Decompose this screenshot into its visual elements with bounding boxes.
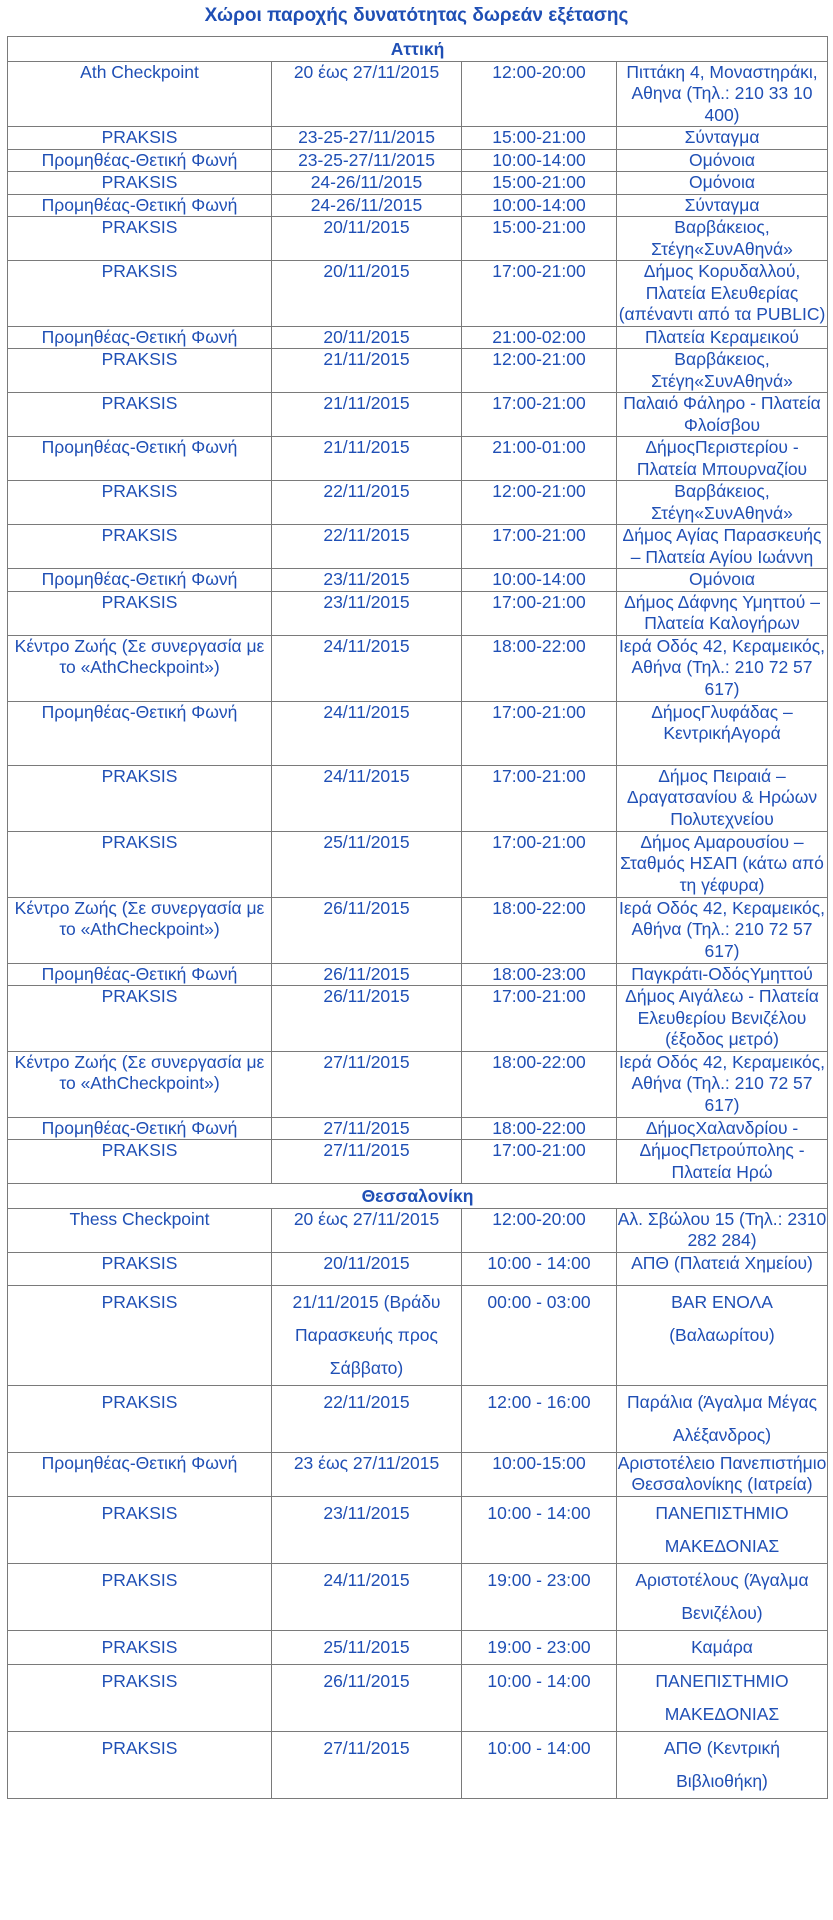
- date-cell: 24/11/2015: [272, 701, 462, 765]
- table-body: [8, 37, 828, 1799]
- location-cell: ΠΑΝΕΠΙΣΤΗΜΙΟ ΜΑΚΕΔΟΝΙΑΣ: [617, 1664, 828, 1731]
- date-cell: 26/11/2015: [272, 1664, 462, 1731]
- location-cell: Ομόνοια: [617, 149, 828, 172]
- location-cell: ΔήμοςΠεριστερίου - Πλατεία Μπουρναζίου: [617, 437, 828, 481]
- time-cell: 18:00-22:00: [462, 1117, 617, 1140]
- location-cell: Βαρβάκειος, Στέγη«ΣυνΑθηνά»: [617, 481, 828, 525]
- time-cell: 18:00-22:00: [462, 1051, 617, 1117]
- date-cell: 20/11/2015: [272, 261, 462, 327]
- time-cell: 21:00-01:00: [462, 437, 617, 481]
- table-row: [8, 1731, 828, 1798]
- organization-cell: PRAKSIS: [8, 1252, 272, 1285]
- organization-cell: PRAKSIS: [8, 831, 272, 897]
- date-cell: 21/11/2015: [272, 437, 462, 481]
- location-cell: ΑΠΘ (Πλατειά Χημείου): [617, 1252, 828, 1285]
- time-cell: 17:00-21:00: [462, 1140, 617, 1184]
- location-cell: Παλαιό Φάληρο - Πλατεία Φλοίσβου: [617, 393, 828, 437]
- section-title: Θεσσαλονίκη: [8, 1184, 828, 1209]
- location-cell: Ομόνοια: [617, 172, 828, 195]
- location-cell: ΔήμοςΧαλανδρίου -: [617, 1117, 828, 1140]
- section-title: Αττική: [8, 37, 828, 62]
- table-row: [8, 1208, 828, 1252]
- organization-cell: Προμηθέας-Θετική Φωνή: [8, 326, 272, 349]
- time-cell: 17:00-21:00: [462, 525, 617, 569]
- table-row: [8, 217, 828, 261]
- date-cell: 21/11/2015: [272, 349, 462, 393]
- organization-cell: PRAKSIS: [8, 525, 272, 569]
- time-cell: 21:00-02:00: [462, 326, 617, 349]
- date-cell: 23-25-27/11/2015: [272, 127, 462, 150]
- page-title: Χώροι παροχής δυνατότητας δωρεάν εξέτασης: [204, 5, 629, 26]
- table-row: [8, 1385, 828, 1452]
- table-row: [8, 61, 828, 127]
- table-row: [8, 1252, 828, 1285]
- organization-cell: PRAKSIS: [8, 393, 272, 437]
- table-row: [8, 701, 828, 765]
- date-cell: 27/11/2015: [272, 1731, 462, 1798]
- table-row: [8, 569, 828, 592]
- table-row: [8, 149, 828, 172]
- table-row: [8, 1630, 828, 1664]
- organization-cell: PRAKSIS: [8, 127, 272, 150]
- time-cell: 12:00 - 16:00: [462, 1385, 617, 1452]
- date-cell: 24/11/2015: [272, 765, 462, 831]
- table-row: [8, 1664, 828, 1731]
- organization-cell: PRAKSIS: [8, 591, 272, 635]
- time-cell: 12:00-21:00: [462, 349, 617, 393]
- time-cell: 17:00-21:00: [462, 701, 617, 765]
- date-cell: 22/11/2015: [272, 525, 462, 569]
- location-cell: ΑΠΘ (Κεντρική Βιβλιοθήκη): [617, 1731, 828, 1798]
- table-row: [8, 194, 828, 217]
- location-cell: Αριστοτέλους (Άγαλμα Βενιζέλου): [617, 1563, 828, 1630]
- date-cell: 22/11/2015: [272, 481, 462, 525]
- table-row: [8, 635, 828, 701]
- organization-cell: Κέντρο Ζωής (Σε συνεργασία με το «AthCheckpoint»): [8, 897, 272, 963]
- location-cell: Δήμος Δάφνης Υμηττού – Πλατεία Καλογήρων: [617, 591, 828, 635]
- organization-cell: Κέντρο Ζωής (Σε συνεργασία με το «AthCheckpoint»): [8, 635, 272, 701]
- time-cell: 15:00-21:00: [462, 127, 617, 150]
- time-cell: 18:00-22:00: [462, 635, 617, 701]
- location-cell: Παγκράτι-ΟδόςΥμηττού: [617, 963, 828, 986]
- time-cell: 18:00-23:00: [462, 963, 617, 986]
- organization-cell: PRAKSIS: [8, 1630, 272, 1664]
- location-cell: Δήμος Αγίας Παρασκευής – Πλατεία Αγίου Ιωάννη: [617, 525, 828, 569]
- organization-cell: PRAKSIS: [8, 261, 272, 327]
- date-cell: 24/11/2015: [272, 1563, 462, 1630]
- table-row: [8, 326, 828, 349]
- organization-cell: PRAKSIS: [8, 986, 272, 1052]
- section-header-row: [8, 1184, 828, 1209]
- time-cell: 15:00-21:00: [462, 217, 617, 261]
- table-row: [8, 349, 828, 393]
- time-cell: 12:00-20:00: [462, 1208, 617, 1252]
- table-row: [8, 1563, 828, 1630]
- organization-cell: PRAKSIS: [8, 1563, 272, 1630]
- organization-cell: Προμηθέας-Θετική Φωνή: [8, 701, 272, 765]
- date-cell: 20/11/2015: [272, 217, 462, 261]
- time-cell: 10:00-15:00: [462, 1452, 617, 1496]
- location-cell: Πλατεία Κεραμεικού: [617, 326, 828, 349]
- time-cell: 17:00-21:00: [462, 261, 617, 327]
- location-cell: Δήμος Πειραιά – Δραγατσανίου & Ηρώων Πολυτεχνείου: [617, 765, 828, 831]
- organization-cell: PRAKSIS: [8, 1731, 272, 1798]
- section-header-row: [8, 37, 828, 62]
- table-row: [8, 1452, 828, 1496]
- organization-cell: Προμηθέας-Θετική Φωνή: [8, 963, 272, 986]
- organization-cell: Ath Checkpoint: [8, 61, 272, 127]
- time-cell: 17:00-21:00: [462, 393, 617, 437]
- location-cell: Δήμος Αιγάλεω - Πλατεία Ελευθερίου Βενιζέλου (έξοδος μετρό): [617, 986, 828, 1052]
- organization-cell: PRAKSIS: [8, 217, 272, 261]
- time-cell: 10:00 - 14:00: [462, 1496, 617, 1563]
- organization-cell: Thess Checkpoint: [8, 1208, 272, 1252]
- date-cell: 22/11/2015: [272, 1385, 462, 1452]
- date-cell: 23/11/2015: [272, 591, 462, 635]
- table-row: [8, 127, 828, 150]
- date-cell: 27/11/2015: [272, 1140, 462, 1184]
- time-cell: 18:00-22:00: [462, 897, 617, 963]
- table-row: [8, 481, 828, 525]
- location-cell: Ιερά Οδός 42, Κεραμεικός, Αθήνα (Τηλ.: 210 72 57 617): [617, 1051, 828, 1117]
- table-row: [8, 1051, 828, 1117]
- time-cell: 17:00-21:00: [462, 591, 617, 635]
- time-cell: 19:00 - 23:00: [462, 1563, 617, 1630]
- time-cell: 10:00-14:00: [462, 194, 617, 217]
- table-row: [8, 986, 828, 1052]
- table-row: [8, 393, 828, 437]
- location-cell: Αλ. Σβώλου 15 (Τηλ.: 2310 282 284): [617, 1208, 827, 1250]
- organization-cell: PRAKSIS: [8, 481, 272, 525]
- date-cell: 24-26/11/2015: [272, 194, 462, 217]
- organization-cell: Προμηθέας-Θετική Φωνή: [8, 1452, 272, 1496]
- date-cell: 27/11/2015: [272, 1051, 462, 1117]
- date-cell: 26/11/2015: [272, 986, 462, 1052]
- location-cell: ΔήμοςΠετρούπολης - Πλατεία Ηρώ: [617, 1140, 828, 1184]
- location-cell: Βαρβάκειος, Στέγη«ΣυνΑθηνά»: [617, 349, 828, 393]
- location-cell: Παράλια (Άγαλμα Μέγας Αλέξανδρος): [617, 1385, 828, 1452]
- location-cell: Πιττάκη 4, Μοναστηράκι, Αθηνα (Τηλ.: 210 33 10 400): [617, 61, 828, 127]
- date-cell: 25/11/2015: [272, 1630, 462, 1664]
- time-cell: 17:00-21:00: [462, 986, 617, 1052]
- table-row: [8, 831, 828, 897]
- organization-cell: PRAKSIS: [8, 1285, 272, 1385]
- organization-cell: PRAKSIS: [8, 1496, 272, 1563]
- organization-cell: Προμηθέας-Θετική Φωνή: [8, 149, 272, 172]
- organization-cell: PRAKSIS: [8, 1140, 272, 1184]
- date-cell: 25/11/2015: [272, 831, 462, 897]
- date-cell: 20 έως 27/11/2015: [272, 1208, 462, 1252]
- time-cell: 10:00 - 14:00: [462, 1664, 617, 1731]
- date-cell: 26/11/2015: [272, 897, 462, 963]
- date-cell: 24-26/11/2015: [272, 172, 462, 195]
- organization-cell: PRAKSIS: [8, 349, 272, 393]
- date-cell: 27/11/2015: [272, 1117, 462, 1140]
- date-cell: 23 έως 27/11/2015: [272, 1452, 462, 1496]
- date-cell: 23-25-27/11/2015: [272, 149, 462, 172]
- organization-cell: PRAKSIS: [8, 172, 272, 195]
- table-row: [8, 963, 828, 986]
- location-cell: Σύνταγμα: [617, 127, 828, 150]
- date-cell: 26/11/2015: [272, 963, 462, 986]
- organization-cell: Προμηθέας-Θετική Φωνή: [8, 1117, 272, 1140]
- time-cell: 19:00 - 23:00: [462, 1630, 617, 1664]
- location-cell: Ομόνοια: [617, 569, 828, 592]
- organization-cell: Προμηθέας-Θετική Φωνή: [8, 437, 272, 481]
- organization-cell: Προμηθέας-Θετική Φωνή: [8, 194, 272, 217]
- testing-locations-table: [7, 36, 828, 1799]
- time-cell: 00:00 - 03:00: [462, 1285, 617, 1385]
- time-cell: 10:00 - 14:00: [462, 1252, 617, 1285]
- location-cell: BAR ΕΝΟΛΑ (Βαλαωρίτου): [617, 1285, 828, 1385]
- location-cell: Ιερά Οδός 42, Κεραμεικός, Αθήνα (Τηλ.: 210 72 57 617): [617, 635, 828, 701]
- time-cell: 10:00 - 14:00: [462, 1731, 617, 1798]
- table-row: [8, 525, 828, 569]
- table-row: [8, 591, 828, 635]
- table-row: [8, 1140, 828, 1184]
- table-row: [8, 765, 828, 831]
- date-cell: 20/11/2015: [272, 326, 462, 349]
- time-cell: 17:00-21:00: [462, 765, 617, 831]
- table-row: [8, 261, 828, 327]
- table-row: [8, 437, 828, 481]
- organization-cell: PRAKSIS: [8, 1664, 272, 1731]
- location-cell: ΠΑΝΕΠΙΣΤΗΜΙΟ ΜΑΚΕΔΟΝΙΑΣ: [617, 1496, 828, 1563]
- time-cell: 12:00-20:00: [462, 61, 617, 127]
- date-cell: 21/11/2015 (Βράδυ Παρασκευής προς Σάββατο): [272, 1285, 462, 1385]
- table-row: [8, 172, 828, 195]
- location-cell: ΔήμοςΓλυφάδας – ΚεντρικήΑγορά: [617, 701, 828, 765]
- organization-cell: Κέντρο Ζωής (Σε συνεργασία με το «AthCheckpoint»): [8, 1051, 272, 1117]
- time-cell: 10:00-14:00: [462, 149, 617, 172]
- organization-cell: PRAKSIS: [8, 1385, 272, 1452]
- table-row: [8, 1117, 828, 1140]
- location-cell: Καμάρα: [617, 1630, 828, 1664]
- table-row: [8, 1285, 828, 1385]
- time-cell: 17:00-21:00: [462, 831, 617, 897]
- date-cell: 20 έως 27/11/2015: [272, 61, 462, 127]
- organization-cell: PRAKSIS: [8, 765, 272, 831]
- location-cell: Δήμος Κορυδαλλού, Πλατεία Ελευθερίας (απέναντι από τα PUBLIC): [617, 261, 828, 327]
- date-cell: 24/11/2015: [272, 635, 462, 701]
- time-cell: 12:00-21:00: [462, 481, 617, 525]
- time-cell: 15:00-21:00: [462, 172, 617, 195]
- date-cell: 23/11/2015: [272, 569, 462, 592]
- location-cell: Δήμος Αμαρουσίου – Σταθμός ΗΣΑΠ (κάτω από τη γέφυρα): [617, 831, 828, 897]
- location-cell: Ιερά Οδός 42, Κεραμεικός, Αθήνα (Τηλ.: 210 72 57 617): [617, 897, 828, 963]
- time-cell: 10:00-14:00: [462, 569, 617, 592]
- table-row: [8, 897, 828, 963]
- table-row: [8, 1496, 828, 1563]
- organization-cell: Προμηθέας-Θετική Φωνή: [8, 569, 272, 592]
- date-cell: 21/11/2015: [272, 393, 462, 437]
- location-cell: Αριστοτέλειο Πανεπιστήμιο Θεσσαλονίκης (Ιατρεία): [617, 1452, 827, 1494]
- location-cell: Σύνταγμα: [617, 194, 828, 217]
- date-cell: 23/11/2015: [272, 1496, 462, 1563]
- location-cell: Βαρβάκειος, Στέγη«ΣυνΑθηνά»: [617, 217, 828, 261]
- date-cell: 20/11/2015: [272, 1252, 462, 1285]
